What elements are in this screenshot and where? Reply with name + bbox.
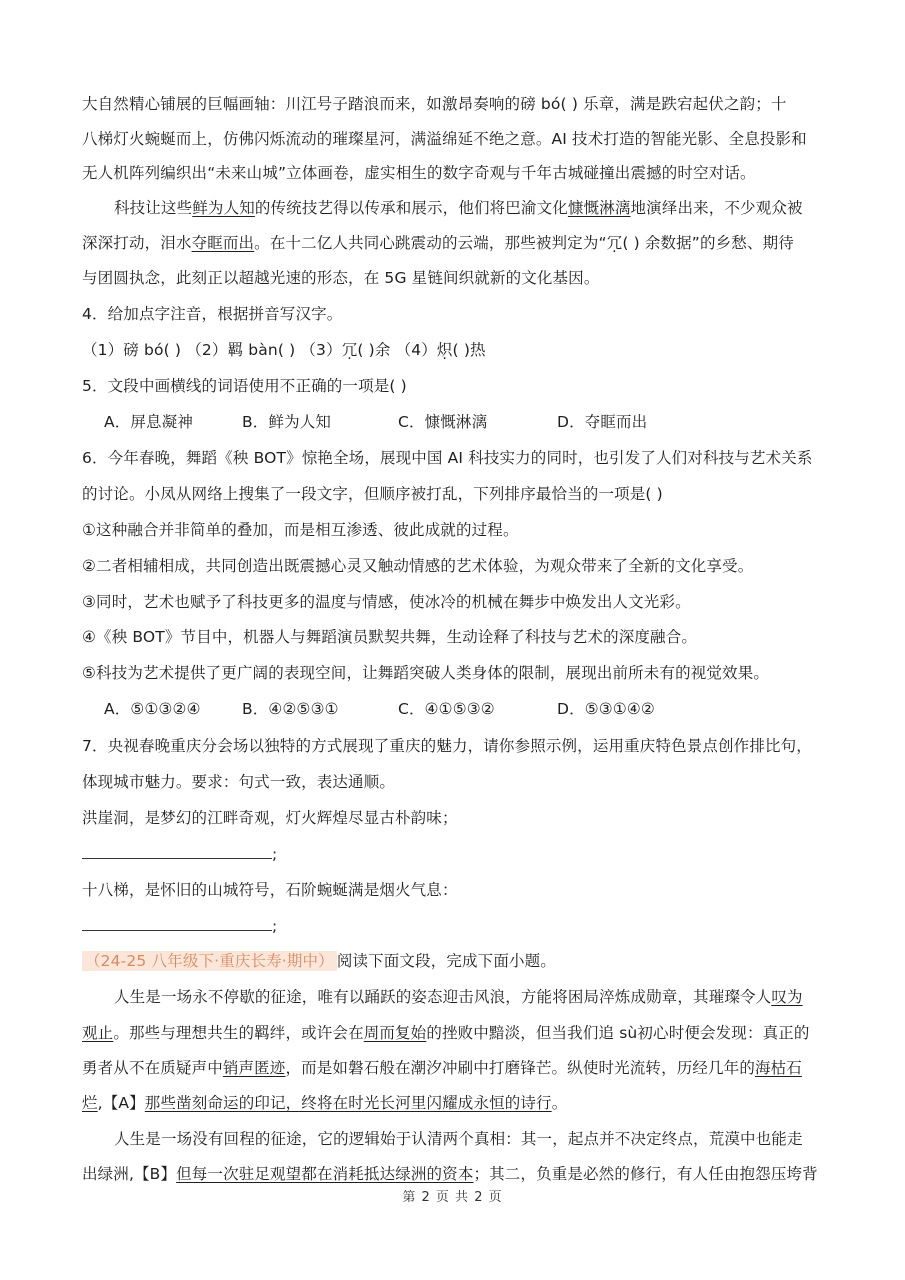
q7-answer-line[interactable] (82, 844, 827, 864)
passage2-line (82, 1023, 827, 1043)
text: ; (272, 917, 278, 935)
underlined-word: 销声匿迹 (222, 1059, 286, 1077)
text: ( ) 余数据”的乡愁、期待 (622, 234, 794, 252)
text: 科技让这些 (114, 199, 193, 217)
text: 地演绎出来，不少观众被 (630, 199, 803, 217)
underlined-sentence-b: 但每一次驻足观望都在消耗抵达绿洲的资本 (176, 1165, 474, 1183)
dotted-char: 冗 (341, 341, 358, 359)
answer-blank[interactable] (82, 916, 272, 931)
passage2-line (82, 1164, 827, 1184)
underlined-word: 夺眶而出 (191, 234, 255, 252)
q5-option-d[interactable]: D．夺眶而出 (557, 413, 648, 431)
text: 出绿洲,【B】 (82, 1165, 177, 1183)
answer-blank[interactable] (82, 844, 272, 859)
underlined-word: 周而复始 (363, 1024, 427, 1042)
passage1-line: 与团圆执念，此刻正以超越光速的形态，在 5G 星链间织就新的文化基因。 (82, 269, 600, 287)
q5-option-c[interactable]: C．慷慨淋漓 (398, 413, 488, 431)
text: 深深打动，泪水 (82, 234, 192, 252)
text: 。在十二亿人共同心跳震动的云端，那些被判定为“ (254, 234, 607, 252)
q4-items (82, 340, 827, 360)
passage2-line (114, 987, 826, 1007)
text: 勇者从不在质疑声中 (82, 1059, 223, 1077)
text: ( )余 （4） (357, 341, 437, 359)
q6-question: 6．今年春晚，舞蹈《秧 BOT》惊艳全场，展现中国 AI 科技实力的同时，也引发了人们对科技与艺术关系 (82, 449, 813, 467)
underlined-word: 慷慨淋漓 (567, 199, 631, 217)
text: ,【A】 (97, 1094, 145, 1112)
source-tag: （24-25 八年级下·重庆长寿·期中） (82, 951, 337, 971)
passage2-line (82, 1058, 827, 1078)
q6-option-a[interactable]: A．⑤①③②④ (104, 700, 201, 718)
text: ；其二，负重是必然的修行，有人任由抱怨压垮背 (473, 1165, 818, 1183)
text: （1）磅 bó( ) （2）羁 bàn( ) （3） (82, 341, 342, 359)
dotted-char: 冗 (606, 234, 623, 252)
q4-question: 4．给加点字注音，根据拼音写汉字。 (82, 305, 343, 323)
q6-sentence: ⑤科技为艺术提供了更广阔的表现空间，让舞蹈突破人类身体的限制，展现出前所未有的视觉效果。 (82, 664, 769, 682)
q7-answer-line[interactable] (82, 916, 827, 936)
q6-sentence: ③同时，艺术也赋予了科技更多的温度与情感，使冰冷的机械在舞步中焕发出人文光彩。 (82, 593, 691, 611)
q5-question: 5．文段中画横线的词语使用不正确的一项是( ) (82, 377, 407, 395)
text: ，而是如磐石般在潮汐冲刷中打磨锋芒。纵使时光流转，历经几年的 (285, 1059, 755, 1077)
q5-option-b[interactable]: B．鲜为人知 (242, 413, 332, 431)
q6-option-d[interactable]: D．⑤③①④② (557, 700, 655, 718)
text: 。那些与理想共生的羁绊，或许会在 (113, 1024, 364, 1042)
q7-question: 7．央视春晚重庆分会场以独特的方式展现了重庆的魅力，请你参照示例，运用重庆特色景点创作排比句， (82, 737, 812, 755)
text: 阅读下面文段，完成下面小题。 (336, 952, 556, 970)
passage2-line: 人生是一场没有回程的征途，它的逻辑始于认清两个真相：其一，起点并不决定终点，荒漠中也能走 (114, 1130, 803, 1148)
underlined-word: 叹为 (771, 988, 803, 1006)
q6-sentence: ①这种融合并非简单的叠加，而是相互渗透、彼此成就的过程。 (82, 521, 519, 539)
text: 。 (551, 1094, 568, 1112)
passage2-line (82, 1093, 827, 1113)
underlined-sentence-a: 那些凿刻命运的印记，终将在时光长河里闪耀成永恒的诗行 (144, 1094, 552, 1112)
text: ( )热 (452, 341, 486, 359)
text: 的挫败中黯淡，但当我们追 sù初心时便会发现：真正的 (426, 1024, 810, 1042)
underlined-word: 烂 (82, 1094, 98, 1112)
q7-example: 十八梯，是怀旧的山城符号，石阶蜿蜒满是烟火气息： (82, 881, 458, 899)
passage1-line: 无人机阵列编织出“未来山城”立体画卷，虚实相生的数字奇观与千年古城碰撞出震撼的时空对话。 (82, 164, 756, 182)
q5-option-a[interactable]: A．屏息凝神 (104, 413, 194, 431)
q6-sentence: ②二者相辅相成，共同创造出既震撼心灵又触动情感的艺术体验，为观众带来了全新的文化享受。 (82, 557, 754, 575)
passage1-line: 八梯灯火蜿蜒而上，仿佛闪烁流动的璀璨星河，满溢绵延不绝之意。AI 技术打造的智能光影、全息投影和 (82, 130, 807, 148)
text: 人生是一场永不停歇的征途，唯有以踊跃的姿态迎击风浪，方能将困局淬炼成勋章，其璀璨令人 (114, 988, 772, 1006)
text: ; (272, 845, 278, 863)
passage1-line (82, 233, 827, 253)
dotted-char: 炽 (436, 341, 453, 359)
underlined-word: 鲜为人知 (192, 199, 255, 217)
passage1-line: 大自然精心铺展的巨幅画轴：川江号子踏浪而来，如激昂奏响的磅 bó( ) 乐章，满是跌宕起伏之韵；十 (82, 95, 787, 113)
text: 的传统技艺得以传承和展示，他们将巴渝文化 (254, 199, 568, 217)
underlined-word: 海枯石 (754, 1059, 802, 1077)
q6-question: 的讨论。小凤从网络上搜集了一段文字，但顺序被打乱，下列排序最恰当的一项是( ) (82, 485, 663, 503)
passage1-paragraph2 (114, 198, 826, 218)
q6-sentence: ④《秧 BOT》节目中，机器人与舞蹈演员默契共舞，生动诠释了科技与艺术的深度融合。 (82, 628, 698, 646)
page-footer: 第 2 页 共 2 页 (402, 1190, 503, 1205)
underlined-word: 观止 (82, 1024, 114, 1042)
q7-example: 洪崖洞，是梦幻的江畔奇观，灯火辉煌尽显古朴韵味； (82, 809, 458, 827)
section-header (82, 951, 827, 971)
q6-option-c[interactable]: C．④①⑤③② (398, 700, 495, 718)
q7-question: 体现城市魅力。要求：句式一致，表达通顺。 (82, 773, 396, 791)
q6-option-b[interactable]: B．④②⑤③① (242, 700, 339, 718)
